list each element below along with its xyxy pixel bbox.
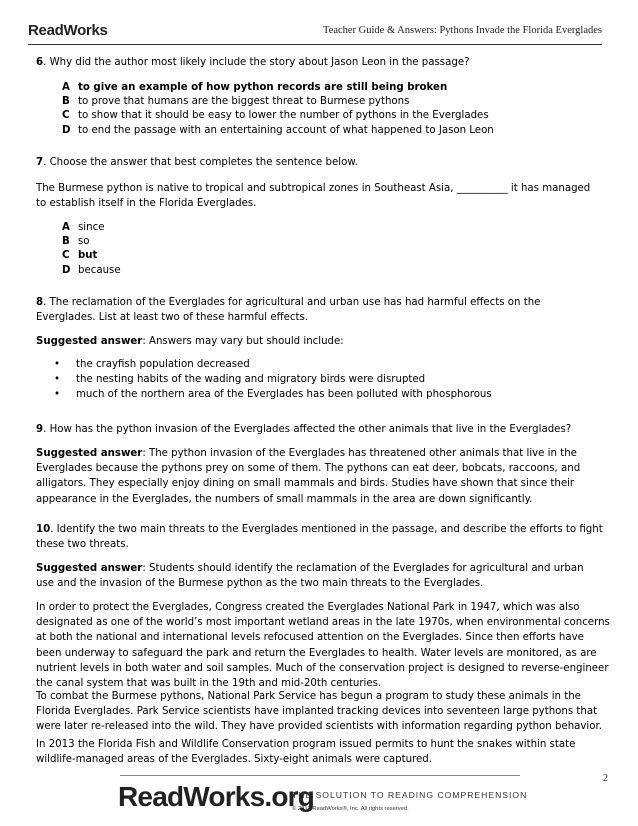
page-number: 2 bbox=[603, 773, 608, 784]
question-7-choices bbox=[62, 221, 121, 278]
choice-d: D because bbox=[62, 264, 121, 276]
question-number: 6 bbox=[36, 57, 44, 68]
question-number: 10 bbox=[36, 524, 51, 535]
question-7-sentence: The Burmese python is native to tropical and subtropical zones in Southeast Asia, __________ it has managed to establish itself in the Florida Everglades. bbox=[36, 183, 591, 210]
footer-tagline: THE SOLUTION TO READING COMPREHENSION bbox=[292, 790, 528, 800]
question-number: 7 bbox=[36, 157, 44, 168]
readworks-org-logo: ReadWorks.org bbox=[118, 781, 315, 812]
question-8-answer-list bbox=[54, 357, 492, 403]
question-text: . The reclamation of the Everglades for agricultural and urban use has had harmful effects on the Everglades. List at least two of these harmful effects. bbox=[36, 297, 541, 324]
footer-copyright: © 2013 ReadWorks®, Inc. All rights reserved. bbox=[292, 806, 409, 812]
question-number: 9 bbox=[36, 424, 44, 435]
choice-c: C to show that it should be easy to lower the number of pythons in the Everglades bbox=[62, 110, 489, 122]
choice-c: C but bbox=[62, 250, 98, 262]
list-item: • much of the northern area of the Everglades has been polluted with phosphorous bbox=[54, 389, 492, 401]
question-7-prompt bbox=[36, 155, 604, 170]
question-text: . Identify the two main threats to the Everglades mentioned in the passage, and describe the efforts to fight these two threats. bbox=[36, 524, 603, 551]
list-item: • the nesting habits of the wading and migratory birds were disrupted bbox=[54, 374, 426, 386]
question-10-paragraph-1: In order to protect the Everglades, Congress created the Everglades National Park in 1947, which was also designated as one of the world’s most important wetland areas in the late 1970s, when environmental concerns at both the national and international levels refocused attention on the Everglades. Since then efforts have been underway to safeguard the park and return the Everglades to health. Water levels are monitored, as are nutrient levels in both water and soil samples. Much of the conservation project is designed to reverse-engineer the canal system that was built in the 19th and mid-20th centuries. bbox=[36, 602, 610, 690]
choice-a: A to give an example of how python records are still being broken bbox=[62, 82, 448, 93]
readworks-logo: ReadWorks bbox=[28, 22, 108, 39]
page-header bbox=[28, 20, 602, 42]
question-9-answer: Suggested answer: The python invasion of the Everglades has threatened other animals that live in the Everglades because the pythons prey on some of them. The pythons can eat deer, bobcats, raccoons, and alligators. They especially enjoy dining on small mammals and birds. Studies have shown that since their appearance in the Everglades, the numbers of small mammals in the area are down significantly. bbox=[36, 448, 581, 505]
question-text: . Why did the author most likely include the story about Jason Leon in the passage? bbox=[43, 57, 470, 68]
question-text: . Choose the answer that best completes the sentence below. bbox=[43, 157, 358, 168]
question-6-prompt bbox=[36, 55, 604, 70]
question-text: . How has the python invasion of the Everglades affected the other animals that live in the Everglades? bbox=[43, 424, 572, 435]
question-10-paragraph-2: To combat the Burmese pythons, National Park Service has begun a program to study these animals in the Florida Everglades. Park Service scientists have implanted tracking devices into seventeen large pythons that were later re-released into the wild. They have provided scientists with information regarding python behavior. bbox=[36, 691, 602, 733]
header-divider bbox=[28, 44, 602, 45]
question-10-answer: Suggested answer: Students should identify the reclamation of the Everglades for agricultural and urban use and the invasion of the Burmese python as the two main threats to the Everglades. bbox=[36, 563, 584, 590]
question-10-prompt bbox=[36, 522, 604, 552]
question-6-choices bbox=[62, 81, 494, 138]
choice-a: A since bbox=[62, 222, 105, 233]
footer-divider bbox=[120, 775, 520, 776]
choice-b: B to prove that humans are the biggest threat to Burmese pythons bbox=[62, 96, 410, 108]
question-8-prompt bbox=[36, 295, 592, 325]
question-number: 8 bbox=[36, 297, 44, 308]
choice-b: B so bbox=[62, 236, 90, 248]
question-10-paragraph-3: In 2013 the Florida Fish and Wildlife Conservation program issued permits to hunt the snakes within state wildlife-managed areas of the Everglades. Sixty-eight animals were captured. bbox=[36, 739, 576, 766]
question-9-prompt bbox=[36, 422, 604, 437]
list-item: • the crayfish population decreased bbox=[54, 359, 250, 370]
choice-d: D to end the passage with an entertaining account of what happened to Jason Leon bbox=[62, 124, 494, 136]
header-title: Teacher Guide & Answers: Pythons Invade the Florida Everglades bbox=[322, 25, 602, 36]
question-8-answer-intro: Suggested answer: Answers may vary but should include: bbox=[36, 336, 344, 347]
